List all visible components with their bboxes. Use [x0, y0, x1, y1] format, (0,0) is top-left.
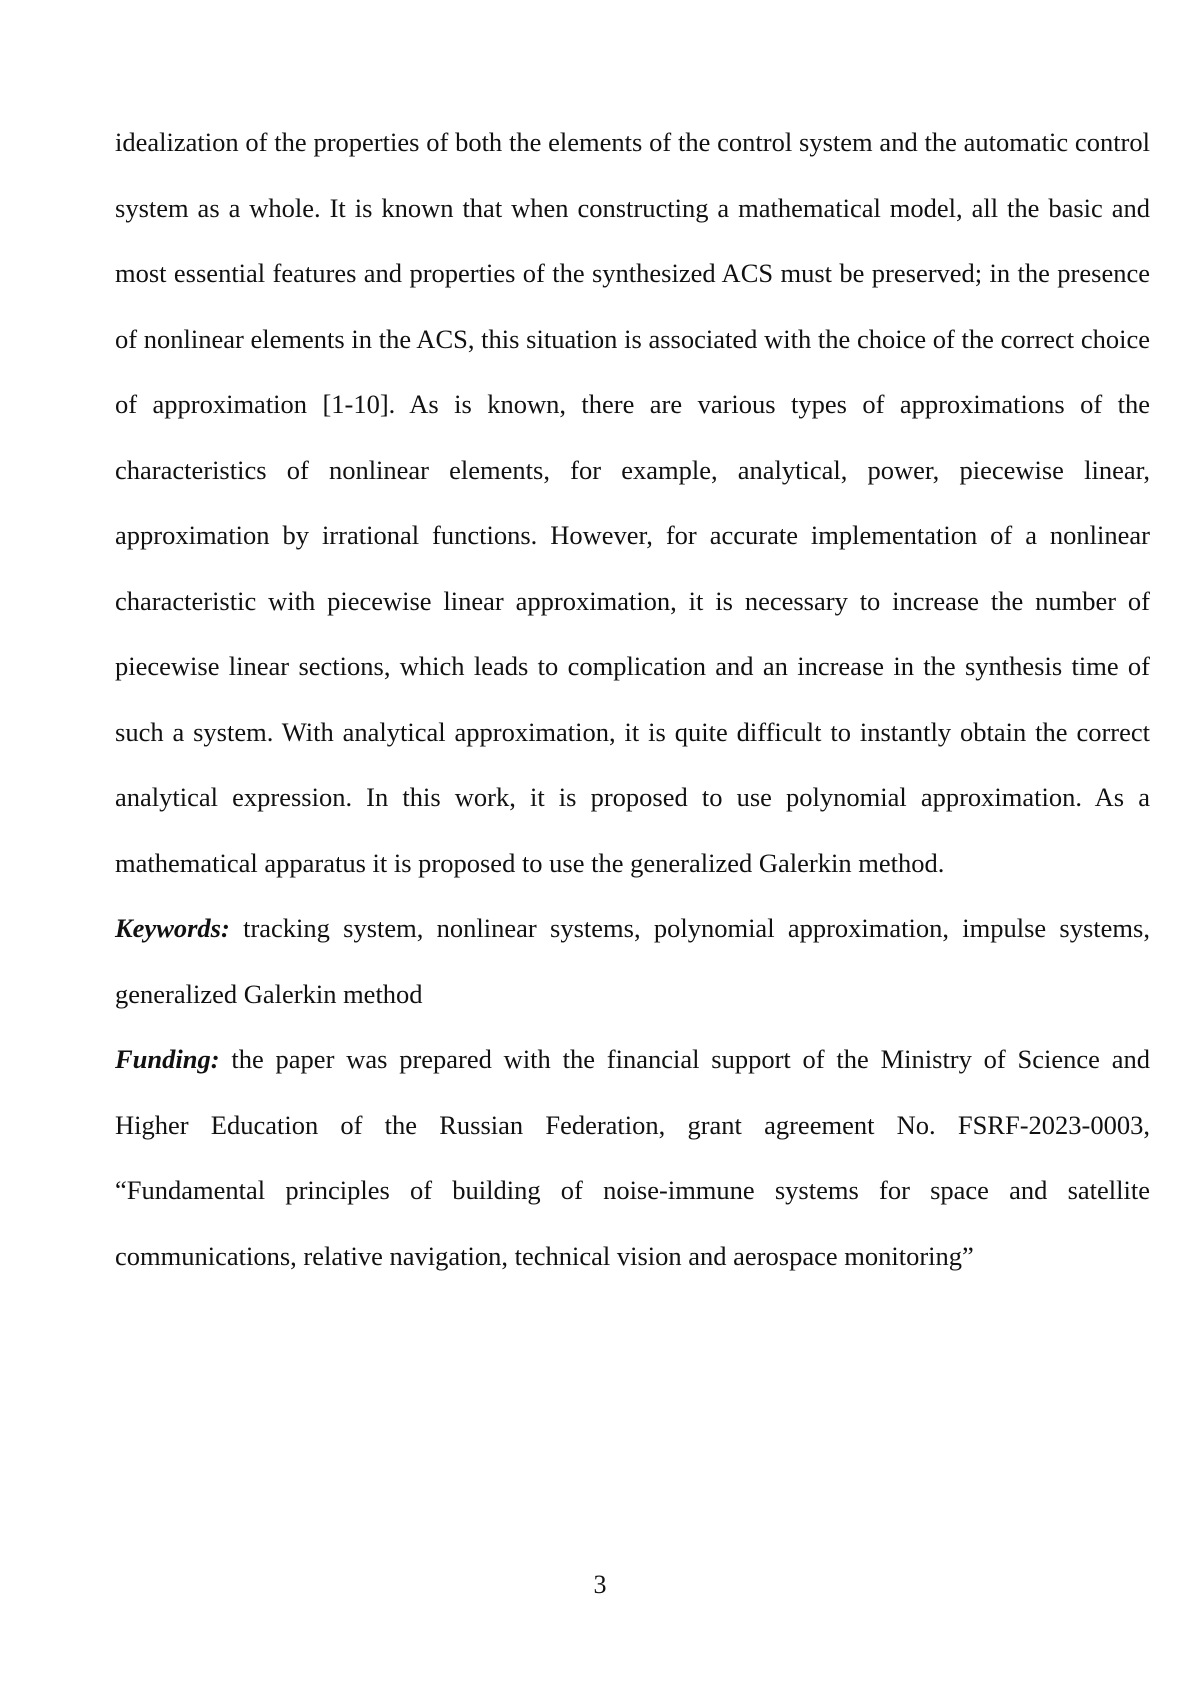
keywords-paragraph — [115, 896, 1150, 1027]
funding-paragraph — [115, 1027, 1150, 1289]
funding-text: the paper was prepared with the financial support of the Ministry of Science and Higher Education of the Russian Federation, grant agreement No. FSRF-2023-0003, “Fundamental principles of building of noise-immune systems for space and satellite communications, relative navigation, technical vision and aerospace monitoring” — [115, 1044, 1150, 1271]
abstract-text: idealization of the properties of both the elements of the control system and the automatic control system as a whole. It is known that when constructing a mathematical model, all the basic and most essential features and properties of the synthesized ACS must be preserved; in the presence of nonlinear elements in the ACS, this situation is associated with the choice of the correct choice of approximation [1-10]. As is known, there are various types of approximations of the characteristics of nonlinear elements, for example, analytical, power, piecewise linear, approximation by irrational functions. However, for accurate implementation of a nonlinear characteristic with piecewise linear approximation, it is necessary to increase the number of piecewise linear sections, which leads to complication and an increase in the synthesis time of such a system. With analytical approximation, it is quite difficult to instantly obtain the correct analytical expression. In this work, it is proposed to use polynomial approximation. As a mathematical apparatus it is proposed to use the generalized Galerkin method. — [115, 127, 1150, 878]
funding-label: Funding: — [115, 1044, 220, 1074]
text-body — [115, 110, 1150, 1289]
page-number: 3 — [593, 1570, 607, 1599]
abstract-paragraph — [115, 110, 1150, 896]
keywords-text: tracking system, nonlinear systems, polynomial approximation, impulse systems, generalized Galerkin method — [115, 913, 1150, 1009]
keywords-label: Keywords: — [115, 913, 230, 943]
